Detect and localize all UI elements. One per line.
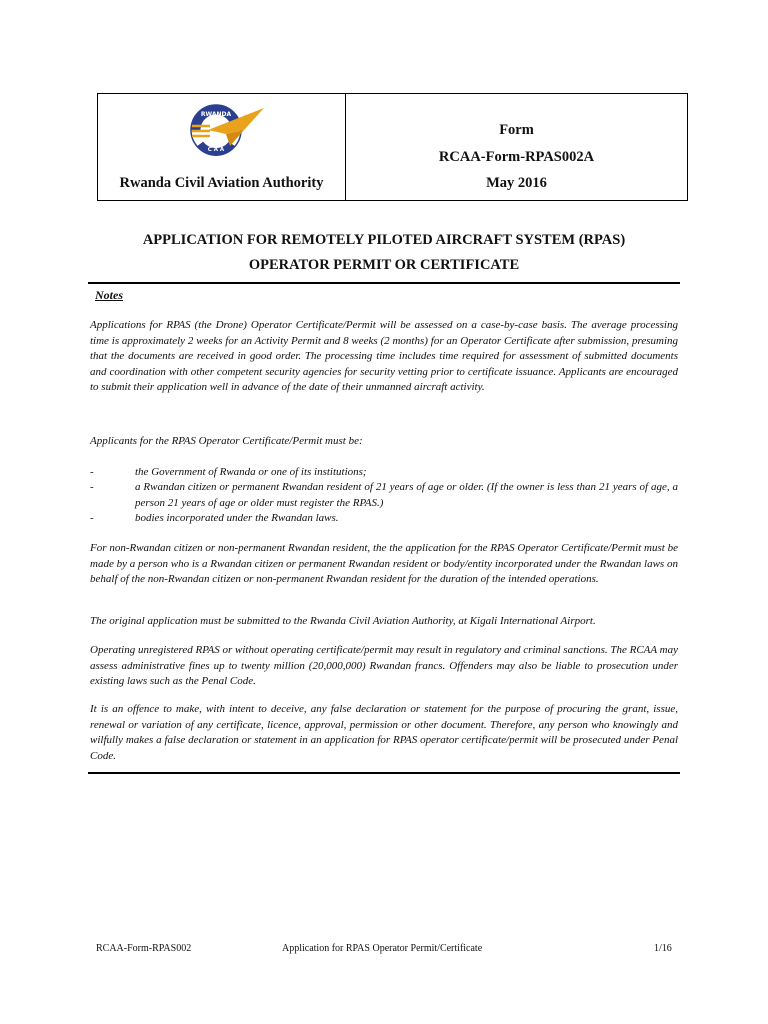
- list-item: [90, 465, 678, 481]
- footer-doc-title: Application for RPAS Operator Permit/Certificate: [282, 943, 483, 954]
- bullet-marker: -: [90, 466, 94, 478]
- submission-paragraph: The original application must be submitted to the Rwanda Civil Aviation Authority, at Kigali International Airport.: [90, 615, 596, 627]
- form-code: RCAA-Form-RPAS002A: [438, 149, 595, 165]
- list-item: [90, 511, 678, 527]
- bullet-text: a Rwandan citizen or permanent Rwandan resident of 21 years of age or older. (If the owner is less than 21 years of age, a person 21 years of age or older must register the RPAS.): [135, 481, 678, 509]
- header-table: [97, 93, 688, 201]
- bullet-text: the Government of Rwanda or one of its institutions;: [135, 466, 367, 478]
- page-title-line1: APPLICATION FOR REMOTELY PILOTED AIRCRAFT SYSTEM (RPAS): [142, 232, 626, 248]
- logo-text-top: RWANDA: [200, 111, 232, 118]
- form-label: Form: [499, 122, 534, 138]
- bullet-text: bodies incorporated under the Rwandan laws.: [135, 512, 339, 524]
- header-left-cell: [98, 94, 346, 200]
- eligibility-lead: Applicants for the RPAS Operator Certificate/Permit must be:: [90, 435, 363, 447]
- notes-heading: Notes: [95, 288, 123, 302]
- offence-paragraph: It is an offence to make, with intent to deceive, any false declaration or statement for the purpose of procuring the grant, issue, renewal or variation of any certificate, licence, approval, permission or other document. Therefore, any person who knowingly and wilfully makes a false declaration or statement in an application for RPAS operator certificate/permit will be prosecuted under Penal Code.: [90, 703, 678, 762]
- footer-form-ref: RCAA-Form-RPAS002: [96, 943, 192, 954]
- list-item: [90, 480, 678, 511]
- header-right-cell: [346, 94, 687, 200]
- org-name: Rwanda Civil Aviation Authority: [119, 175, 324, 191]
- page-title-line2: OPERATOR PERMIT OR CERTIFICATE: [248, 257, 520, 273]
- top-divider: [88, 282, 680, 284]
- bullet-marker: -: [90, 512, 94, 524]
- notes-intro-paragraph: Applications for RPAS (the Drone) Operator Certificate/Permit will be assessed on a case-by-case basis. The average processing time is approximately 2 weeks for an Activity Permit and 8 weeks (2 months) for an Operator Certificate after submission, presuming that the documents are received in good order. The processing time includes time required for assessment of submitted documents and coordination with other competent security agencies for security vetting prior to certificate issuance. Applicants are encouraged to submit their application well in advance of the date of their unmanned aircraft activity.: [90, 319, 678, 393]
- non-rwandan-paragraph: For non-Rwandan citizen or non-permanent Rwandan resident, the the application for the RPAS Operator Certificate/Permit must be made by a person who is a Rwandan citizen or permanent Rwandan resident or body/entity incorporated under the Rwandan laws on behalf of the non-Rwandan citizen or non-permanent Rwandan resident for the duration of the intended operations.: [90, 542, 678, 585]
- sanctions-paragraph: Operating unregistered RPAS or without operating certificate/permit may result in regulatory and criminal sanctions. The RCAA may assess administrative fines up to twenty million (20,000,000) Rwandan francs. Offenders may also be liable to prosecution under existing laws such as the Penal Code.: [90, 644, 678, 687]
- footer-page-number: 1/16: [654, 943, 672, 954]
- rcaa-logo-icon: [186, 100, 268, 158]
- bottom-divider: [88, 772, 680, 774]
- form-date: May 2016: [486, 175, 547, 191]
- logo-text-bottom: C A A: [207, 147, 225, 153]
- bullet-marker: -: [90, 481, 94, 493]
